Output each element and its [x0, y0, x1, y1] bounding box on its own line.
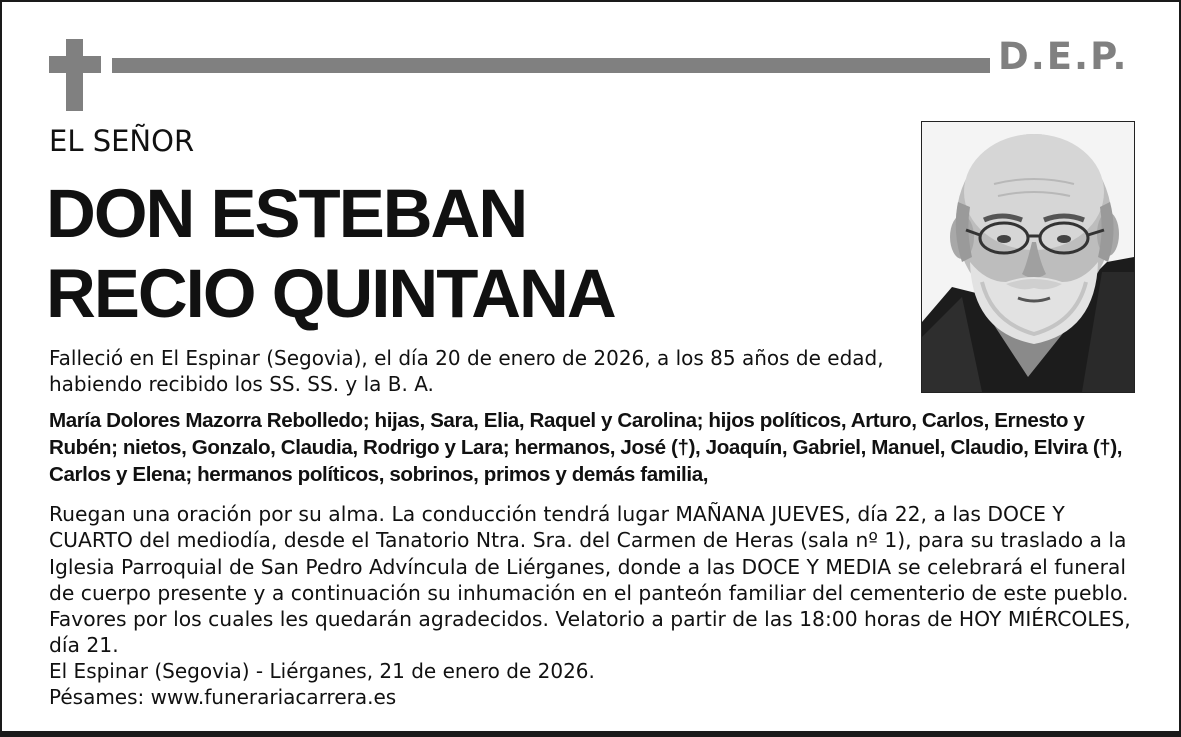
portrait-photo	[921, 121, 1135, 393]
cross-icon	[49, 39, 101, 111]
deceased-name-line-1: DON ESTEBAN	[46, 175, 527, 252]
ceremony-info: Ruegan una oración por su alma. La conducción tendrá lugar MAÑANA JUEVES, día 22, a las DOCE Y CUARTO del mediodía, desde el Tanatorio Ntra. Sra. del Carmen de Heras (sala nº 1), para su traslado a la Iglesia Parroquial de San Pedro Advíncula de Liérganes, donde a las DOCE Y MEDIA se celebrará el funeral de cuerpo presente y a continuación su inhumación en el panteón familiar del cementerio de este pueblo. Favores por los cuales les quedarán agradecidos. Velatorio a partir de las 18:00 horas de HOY MIÉRCOLES, día 21.	[49, 502, 1131, 658]
condolences-link[interactable]: Pésames: www.funerariacarrera.es	[49, 685, 397, 709]
family-list: María Dolores Mazorra Rebolledo; hijas, Sara, Elia, Raquel y Carolina; hijos políticos, Arturo, Carlos, Ernesto y Rubén; nietos, Gonzalo, Claudia, Rodrigo y Lara; hermanos, José (†), Joaquín, Gabriel, Manuel, Claudio, Elvira (†), Carlos y Elena; hermanos políticos, sobrinos, primos y demás familia,	[49, 409, 1123, 486]
salutation: EL SEÑOR	[49, 124, 195, 158]
closing-info	[49, 658, 949, 710]
header-rule	[112, 58, 990, 73]
portrait-illustration	[922, 122, 1134, 392]
death-info: Falleció en El Espinar (Segovia), el día 20 de enero de 2026, a los 85 años de edad, habiendo recibido los SS. SS. y la B. A.	[49, 346, 884, 396]
place-and-date: El Espinar (Segovia) - Liérganes, 21 de enero de 2026.	[49, 659, 595, 683]
dep-heading: D.E.P.	[998, 35, 1129, 78]
deceased-name	[46, 174, 615, 334]
deceased-name-line-2: RECIO QUINTANA	[46, 255, 615, 332]
